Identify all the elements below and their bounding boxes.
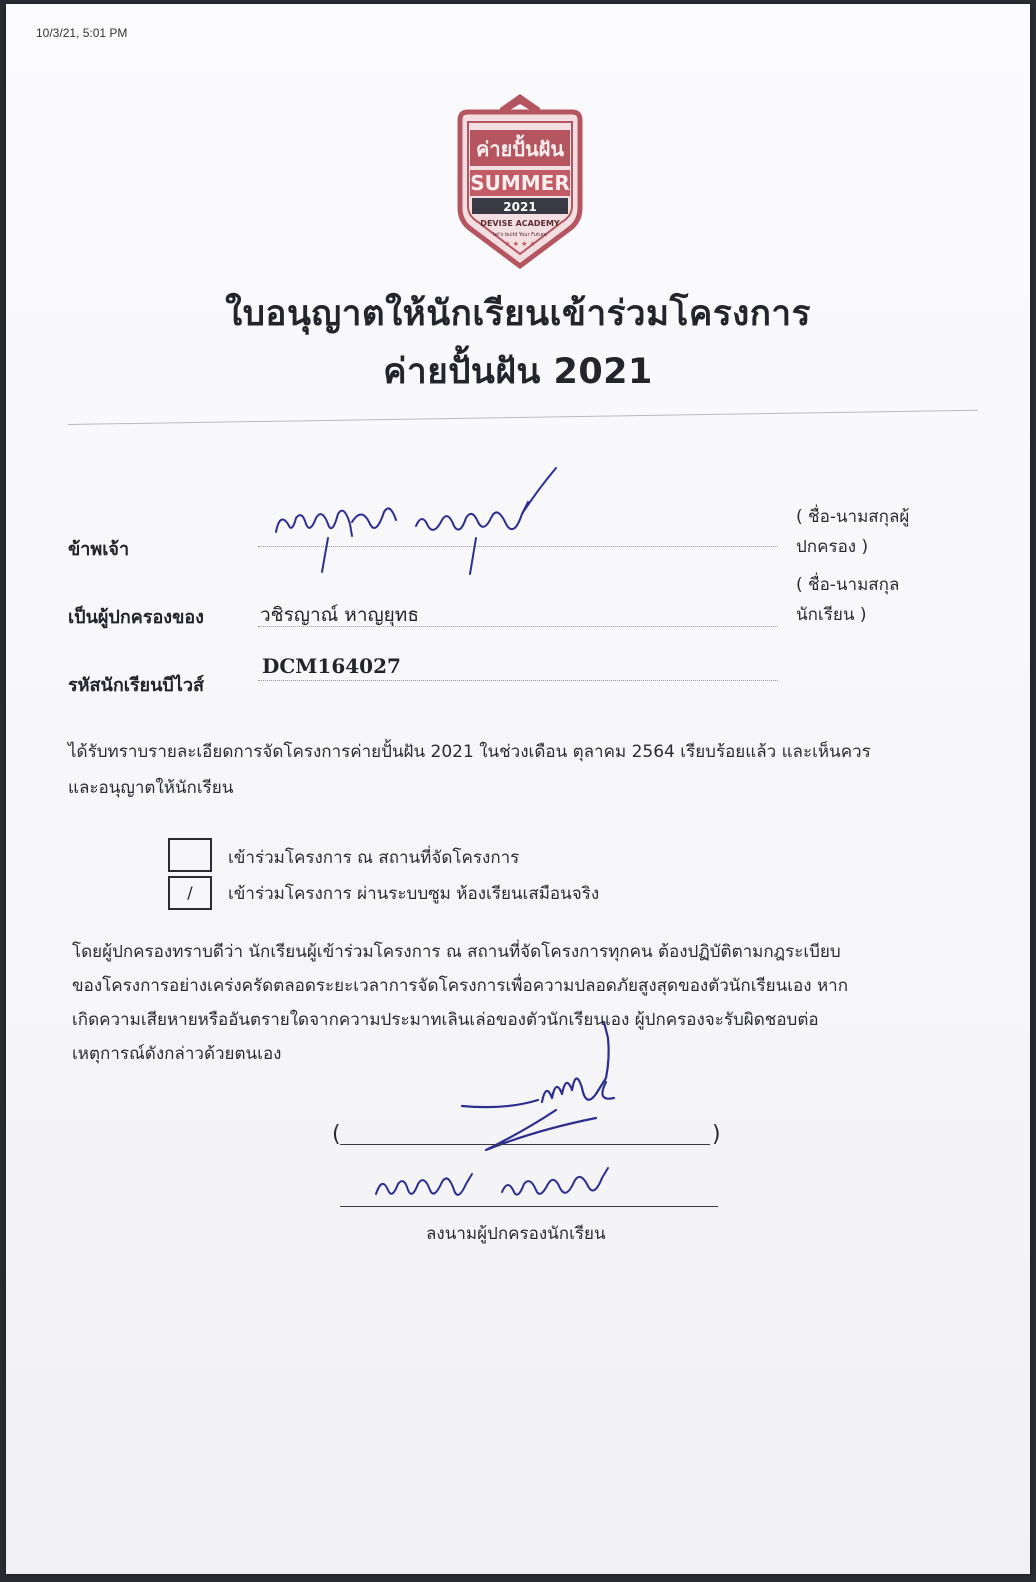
signature-caption: ลงนามผู้ปกครองนักเรียน <box>426 1224 606 1244</box>
student-name-line <box>258 626 778 627</box>
svg-text:★ ★ ★ ★: ★ ★ ★ ★ <box>504 240 536 248</box>
terms-line3: เกิดความเสียหายหรืออันตรายใดจากความประมาทเลินเล่อของตัวนักเรียนเอง ผู้ปกครองจะรับผิดชอบต่อ <box>72 1010 819 1030</box>
print-timestamp: 10/3/21, 5:01 PM <box>36 26 128 40</box>
logo-line1: ค่ายปั้นฝัน <box>475 137 565 161</box>
form-title: ใบอนุญาตให้นักเรียนเข้าร่วมโครงการ <box>225 294 811 334</box>
guardian-signature <box>446 1018 646 1158</box>
logo-tagline: let's build Your Future <box>492 232 548 238</box>
checkbox-onsite[interactable] <box>168 838 212 872</box>
signature-line <box>340 1144 710 1145</box>
permission-form-sheet <box>6 4 1030 1574</box>
signature-close-paren: ) <box>712 1122 721 1147</box>
option-zoom-label: เข้าร่วมโครงการ ผ่านระบบซูม ห้องเรียนเสมือนจริง <box>228 884 600 904</box>
student-label: เป็นผู้ปกครองของ <box>68 607 204 628</box>
student-id-label: รหัสนักเรียนบีไวส์ <box>68 675 204 696</box>
guardian-name-handwritten <box>266 462 566 582</box>
logo-org: DEVISE ACADEMY <box>480 219 560 228</box>
guardian-name-note: ( ชื่อ-นามสกุลผู้ปกครอง ) <box>796 507 910 557</box>
option-onsite-label: เข้าร่วมโครงการ ณ สถานที่จัดโครงการ <box>228 848 520 868</box>
student-name-note: ( ชื่อ-นามสกุลนักเรียน ) <box>796 575 900 625</box>
guardian-label: ข้าพเจ้า <box>68 539 130 560</box>
student-id-line <box>258 680 778 681</box>
signature-open-paren: ( <box>332 1122 341 1147</box>
terms-line4: เหตุการณ์ดังกล่าวด้วยตนเอง <box>72 1044 282 1064</box>
checkbox-zoom[interactable] <box>168 876 212 910</box>
printed-name-line <box>340 1206 718 1207</box>
terms-line2: ของโครงการอย่างเคร่งครัดตลอดระยะเวลาการจัดโครงการเพื่อความปลอดภัยสูงสุดของตัวนักเรียนเอง หาก <box>72 976 849 996</box>
camp-logo <box>452 90 588 270</box>
student-id-value: DCM164027 <box>262 654 401 678</box>
student-name-value: วชิรญาณ์ หาญยุทธ <box>260 604 419 626</box>
terms-line1: โดยผู้ปกครองทราบดีว่า นักเรียนผู้เข้าร่วมโครงการ ณ สถานที่จัดโครงการทุกคน ต้องปฏิบัติตามกฎระเบียบ <box>72 942 841 962</box>
logo-year: 2021 <box>503 200 537 214</box>
logo-line2: SUMMER <box>470 171 570 195</box>
checkbox-zoom-mark: / <box>187 883 193 902</box>
guardian-printed-name-handwritten <box>372 1154 632 1214</box>
form-subtitle: ค่ายปั้นฝัน 2021 <box>383 352 653 392</box>
acknowledgement-line1: ได้รับทราบรายละเอียดการจัดโครงการค่ายปั้นฝัน 2021 ในช่วงเดือน ตุลาคม 2564 เรียบร้อยแล้ว และเห็นควร <box>68 742 871 762</box>
header-divider <box>68 410 978 425</box>
acknowledgement-line2: และอนุญาตให้นักเรียน <box>68 778 234 798</box>
